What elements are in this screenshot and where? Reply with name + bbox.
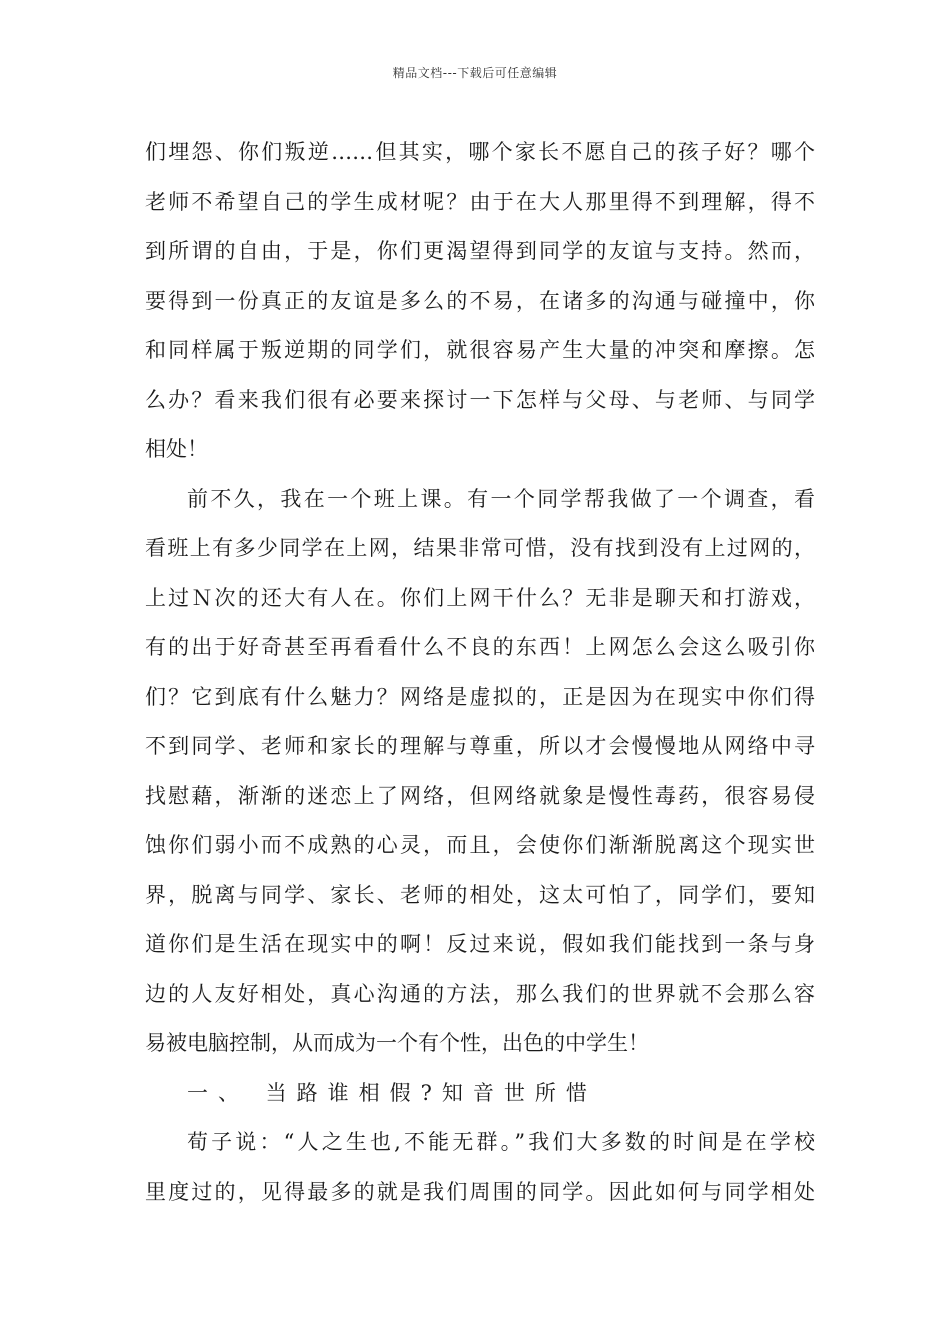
text-line: 老师不希望自己的学生成材呢？由于在大人那里得不到理解，得不 — [145, 189, 815, 214]
text-line: 们？它到底有什么魅力？网络是虚拟的，正是因为在现实中你们得 — [145, 684, 815, 709]
text-line: 相处！ — [145, 437, 208, 461]
text-line: 么办？看来我们很有必要来探讨一下怎样与父母、与老师、与同学 — [145, 387, 815, 412]
text-line: 荀子说：“人之生也,不能无群。”我们大多数的时间是在学校 — [187, 1130, 815, 1154]
text-line: 找慰藉，渐渐的迷恋上了网络，但网络就象是慢性毒药，很容易侵 — [145, 783, 815, 808]
document-body — [145, 128, 815, 1217]
text-line: 道你们是生活在现实中的啊！反过来说，假如我们能找到一条与身 — [145, 932, 815, 956]
paragraph-1 — [145, 128, 815, 475]
text-line: 有的出于好奇甚至再看看什么不良的东西！上网怎么会这么吸引你 — [145, 635, 815, 659]
text-line: 到所谓的自由，于是，你们更渴望得到同学的友谊与支持。然而， — [145, 239, 815, 263]
paragraph-2 — [145, 475, 815, 1069]
paragraph-3 — [145, 1118, 815, 1217]
section-heading: 一、 当路谁相假?知音世所惜 — [187, 1080, 597, 1105]
text-line: 界，脱离与同学、家长、老师的相处，这太可怕了，同学们，要知 — [145, 882, 815, 907]
text-line: 和同样属于叛逆期的同学们，就很容易产生大量的冲突和摩擦。怎 — [145, 338, 815, 362]
text-line: 不到同学、老师和家长的理解与尊重，所以才会慢慢地从网络中寻 — [145, 734, 815, 758]
text-line: 蚀你们弱小而不成熟的心灵，而且，会使你们渐渐脱离这个现实世 — [145, 833, 815, 857]
text-line: 们埋怨、你们叛逆……但其实，哪个家长不愿自己的孩子好？哪个 — [145, 140, 815, 164]
page-header: 精品文档---下载后可任意编辑 — [392, 66, 558, 80]
text-line: 前不久，我在一个班上课。有一个同学帮我做了一个调查，看 — [187, 486, 815, 511]
text-line: 易被电脑控制，从而成为一个有个性，出色的中学生！ — [145, 1031, 649, 1055]
text-line: 要得到一份真正的友谊是多么的不易，在诸多的沟通与碰撞中，你 — [145, 288, 815, 313]
text-line: 边的人友好相处，真心沟通的方法，那么我们的世界就不会那么容 — [145, 981, 815, 1006]
text-line: 看班上有多少同学在上网，结果非常可惜，没有找到没有上过网的， — [145, 536, 815, 560]
text-line: 里度过的，见得最多的就是我们周围的同学。因此如何与同学相处 — [145, 1179, 815, 1204]
text-line: 上过Ｎ次的还大有人在。你们上网干什么？无非是聊天和打游戏， — [145, 585, 815, 610]
